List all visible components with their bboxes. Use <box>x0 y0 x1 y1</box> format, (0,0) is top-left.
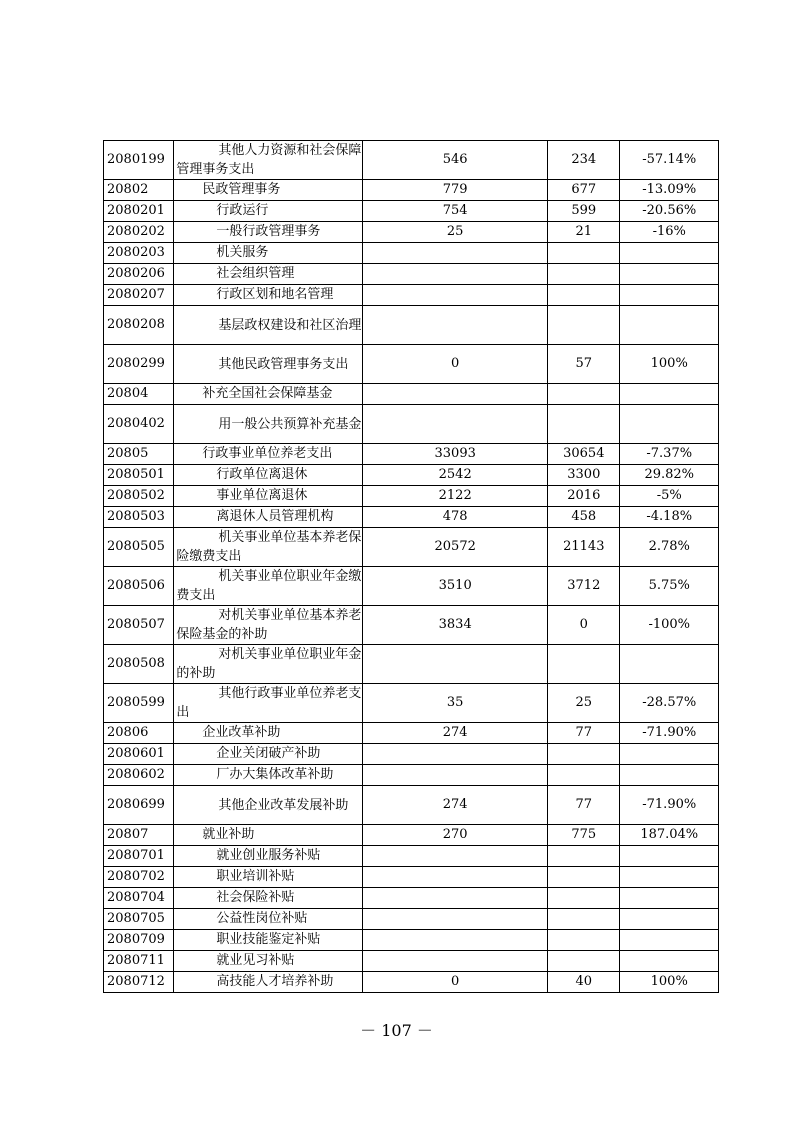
item-name-cell <box>174 405 363 444</box>
table-row <box>104 972 719 993</box>
change-percent: -57.14% <box>620 141 719 180</box>
item-name: 基层政权建设和社区治理 <box>218 317 362 333</box>
change-percent <box>620 645 719 684</box>
value-current: 2016 <box>548 486 620 507</box>
change-percent <box>620 909 719 930</box>
item-name-cell <box>174 825 363 846</box>
item-name: 一般行政管理事务 <box>216 224 321 239</box>
account-code: 2080206 <box>104 264 174 285</box>
value-prev: 2122 <box>363 486 548 507</box>
account-code: 20804 <box>104 384 174 405</box>
table-row <box>104 486 719 507</box>
table-row <box>104 528 719 567</box>
item-name-cell <box>174 723 363 744</box>
table-row <box>104 264 719 285</box>
item-name: 行政区划和地名管理 <box>216 287 334 302</box>
value-prev <box>363 384 548 405</box>
item-name: 行政运行 <box>216 203 269 218</box>
item-name: 补充全国社会保障基金 <box>202 386 333 401</box>
item-name: 高技能人才培养补助 <box>216 974 334 989</box>
value-prev <box>363 645 548 684</box>
value-current <box>548 951 620 972</box>
table-row <box>104 306 719 345</box>
item-name-cell <box>174 909 363 930</box>
change-percent: 100% <box>620 972 719 993</box>
item-name: 职业技能鉴定补贴 <box>216 932 321 947</box>
item-name-cell <box>174 444 363 465</box>
account-code: 2080502 <box>104 486 174 507</box>
change-percent: -5% <box>620 486 719 507</box>
table-row <box>104 507 719 528</box>
item-name: 企业关闭破产补助 <box>216 746 321 761</box>
change-percent <box>620 846 719 867</box>
account-code: 2080711 <box>104 951 174 972</box>
table-row <box>104 405 719 444</box>
table-row <box>104 951 719 972</box>
value-current: 30654 <box>548 444 620 465</box>
table-row <box>104 285 719 306</box>
account-code: 2080299 <box>104 345 174 384</box>
account-code: 2080709 <box>104 930 174 951</box>
table-row <box>104 744 719 765</box>
item-name: 机关事业单位职业年金缴费支出 <box>176 569 362 603</box>
account-code: 2080599 <box>104 684 174 723</box>
value-prev <box>363 765 548 786</box>
table-row <box>104 567 719 606</box>
value-prev: 25 <box>363 222 548 243</box>
value-current <box>548 243 620 264</box>
item-name: 其他人力资源和社会保障管理事务支出 <box>176 143 362 177</box>
item-name-cell <box>174 930 363 951</box>
table-row <box>104 465 719 486</box>
change-percent <box>620 264 719 285</box>
table-row <box>104 723 719 744</box>
table-row <box>104 645 719 684</box>
value-current <box>548 285 620 306</box>
value-prev: 546 <box>363 141 548 180</box>
table-row <box>104 345 719 384</box>
item-name-cell <box>174 951 363 972</box>
value-prev <box>363 888 548 909</box>
account-code: 2080501 <box>104 465 174 486</box>
value-prev <box>363 306 548 345</box>
change-percent <box>620 384 719 405</box>
value-current <box>548 867 620 888</box>
table-row <box>104 222 719 243</box>
change-percent: 100% <box>620 345 719 384</box>
item-name: 对机关事业单位基本养老保险基金的补助 <box>176 608 362 642</box>
table-row <box>104 606 719 645</box>
item-name: 行政事业单位养老支出 <box>202 446 333 461</box>
value-current: 775 <box>548 825 620 846</box>
table-row <box>104 846 719 867</box>
change-percent: 187.04% <box>620 825 719 846</box>
item-name-cell <box>174 345 363 384</box>
account-code: 2080208 <box>104 306 174 345</box>
item-name-cell <box>174 264 363 285</box>
value-current <box>548 306 620 345</box>
item-name-cell <box>174 606 363 645</box>
table-row <box>104 786 719 825</box>
item-name: 离退休人员管理机构 <box>216 509 334 524</box>
table-row <box>104 930 719 951</box>
value-current <box>548 888 620 909</box>
value-prev: 274 <box>363 786 548 825</box>
account-code: 2080705 <box>104 909 174 930</box>
account-code: 2080199 <box>104 141 174 180</box>
value-current: 458 <box>548 507 620 528</box>
value-prev: 3510 <box>363 567 548 606</box>
change-percent: 29.82% <box>620 465 719 486</box>
change-percent: -16% <box>620 222 719 243</box>
item-name: 其他民政管理事务支出 <box>218 356 349 372</box>
value-current: 77 <box>548 786 620 825</box>
page-number: － 107 － <box>360 1021 433 1040</box>
item-name: 厂办大集体改革补助 <box>216 767 334 782</box>
value-current: 3300 <box>548 465 620 486</box>
item-name-cell <box>174 465 363 486</box>
account-code: 2080201 <box>104 201 174 222</box>
value-prev: 270 <box>363 825 548 846</box>
change-percent <box>620 285 719 306</box>
value-prev <box>363 744 548 765</box>
value-current: 40 <box>548 972 620 993</box>
change-percent: 2.78% <box>620 528 719 567</box>
value-prev: 2542 <box>363 465 548 486</box>
item-name-cell <box>174 972 363 993</box>
value-current: 599 <box>548 201 620 222</box>
item-name: 其他企业改革发展补助 <box>218 797 349 813</box>
table-row <box>104 444 719 465</box>
change-percent: -71.90% <box>620 723 719 744</box>
account-code: 2080506 <box>104 567 174 606</box>
value-prev <box>363 846 548 867</box>
table-row <box>104 180 719 201</box>
item-name-cell <box>174 243 363 264</box>
item-name: 事业单位离退休 <box>216 488 308 503</box>
item-name: 企业改革补助 <box>202 725 281 740</box>
account-code: 2080202 <box>104 222 174 243</box>
change-percent: -28.57% <box>620 684 719 723</box>
account-code: 20802 <box>104 180 174 201</box>
item-name: 公益性岗位补贴 <box>216 911 308 926</box>
change-percent: -4.18% <box>620 507 719 528</box>
item-name-cell <box>174 180 363 201</box>
value-current: 0 <box>548 606 620 645</box>
change-percent: -20.56% <box>620 201 719 222</box>
table-row <box>104 684 719 723</box>
value-prev: 0 <box>363 345 548 384</box>
budget-table-body <box>104 141 719 993</box>
account-code: 2080508 <box>104 645 174 684</box>
value-prev <box>363 867 548 888</box>
value-prev: 20572 <box>363 528 548 567</box>
value-current: 234 <box>548 141 620 180</box>
item-name-cell <box>174 567 363 606</box>
value-current: 77 <box>548 723 620 744</box>
value-current: 3712 <box>548 567 620 606</box>
item-name: 就业补助 <box>202 827 255 842</box>
item-name-cell <box>174 645 363 684</box>
account-code: 2080505 <box>104 528 174 567</box>
account-code: 2080701 <box>104 846 174 867</box>
account-code: 2080702 <box>104 867 174 888</box>
table-row <box>104 909 719 930</box>
account-code: 2080601 <box>104 744 174 765</box>
item-name-cell <box>174 684 363 723</box>
value-prev: 33093 <box>363 444 548 465</box>
account-code: 2080704 <box>104 888 174 909</box>
account-code: 20807 <box>104 825 174 846</box>
value-current <box>548 384 620 405</box>
value-current <box>548 744 620 765</box>
change-percent <box>620 243 719 264</box>
item-name-cell <box>174 786 363 825</box>
change-percent: -7.37% <box>620 444 719 465</box>
item-name: 就业见习补贴 <box>216 953 295 968</box>
change-percent <box>620 306 719 345</box>
account-code: 2080507 <box>104 606 174 645</box>
value-current <box>548 405 620 444</box>
value-current <box>548 846 620 867</box>
table-row <box>104 201 719 222</box>
table-row <box>104 888 719 909</box>
item-name: 民政管理事务 <box>202 182 281 197</box>
item-name: 对机关事业单位职业年金的补助 <box>176 647 362 681</box>
item-name: 行政单位离退休 <box>216 467 308 482</box>
table-row <box>104 867 719 888</box>
change-percent <box>620 951 719 972</box>
item-name: 就业创业服务补贴 <box>216 848 321 863</box>
item-name: 社会保险补贴 <box>216 890 295 905</box>
change-percent: 5.75% <box>620 567 719 606</box>
value-current <box>548 264 620 285</box>
value-current <box>548 909 620 930</box>
item-name: 社会组织管理 <box>216 266 295 281</box>
item-name-cell <box>174 486 363 507</box>
value-prev: 478 <box>363 507 548 528</box>
change-percent <box>620 930 719 951</box>
value-current <box>548 930 620 951</box>
value-prev <box>363 243 548 264</box>
value-current: 25 <box>548 684 620 723</box>
value-current: 677 <box>548 180 620 201</box>
value-current: 57 <box>548 345 620 384</box>
value-prev: 0 <box>363 972 548 993</box>
value-current <box>548 645 620 684</box>
change-percent: -13.09% <box>620 180 719 201</box>
item-name-cell <box>174 744 363 765</box>
change-percent <box>620 405 719 444</box>
table-row <box>104 384 719 405</box>
value-prev: 754 <box>363 201 548 222</box>
account-code: 2080712 <box>104 972 174 993</box>
change-percent: -100% <box>620 606 719 645</box>
item-name-cell <box>174 507 363 528</box>
item-name-cell <box>174 201 363 222</box>
value-prev: 274 <box>363 723 548 744</box>
item-name-cell <box>174 867 363 888</box>
change-percent <box>620 888 719 909</box>
item-name-cell <box>174 141 363 180</box>
budget-table <box>103 140 719 993</box>
account-code: 2080402 <box>104 405 174 444</box>
table-row <box>104 825 719 846</box>
item-name: 其他行政事业单位养老支出 <box>176 686 362 720</box>
item-name-cell <box>174 846 363 867</box>
value-prev <box>363 930 548 951</box>
item-name: 职业培训补贴 <box>216 869 295 884</box>
item-name: 用一般公共预算补充基金 <box>218 416 362 432</box>
item-name-cell <box>174 384 363 405</box>
account-code: 20805 <box>104 444 174 465</box>
value-prev: 3834 <box>363 606 548 645</box>
account-code: 2080602 <box>104 765 174 786</box>
account-code: 2080203 <box>104 243 174 264</box>
table-row <box>104 243 719 264</box>
value-prev <box>363 951 548 972</box>
account-code: 20806 <box>104 723 174 744</box>
item-name-cell <box>174 888 363 909</box>
change-percent <box>620 744 719 765</box>
item-name-cell <box>174 285 363 306</box>
value-prev: 35 <box>363 684 548 723</box>
change-percent <box>620 765 719 786</box>
value-prev <box>363 405 548 444</box>
table-row <box>104 765 719 786</box>
value-prev <box>363 264 548 285</box>
value-prev <box>363 909 548 930</box>
change-percent: -71.90% <box>620 786 719 825</box>
item-name-cell <box>174 528 363 567</box>
value-current: 21 <box>548 222 620 243</box>
account-code: 2080207 <box>104 285 174 306</box>
item-name-cell <box>174 222 363 243</box>
account-code: 2080699 <box>104 786 174 825</box>
value-current <box>548 765 620 786</box>
value-prev <box>363 285 548 306</box>
item-name-cell <box>174 306 363 345</box>
account-code: 2080503 <box>104 507 174 528</box>
item-name: 机关服务 <box>216 245 269 260</box>
item-name-cell <box>174 765 363 786</box>
change-percent <box>620 867 719 888</box>
value-prev: 779 <box>363 180 548 201</box>
value-current: 21143 <box>548 528 620 567</box>
table-row <box>104 141 719 180</box>
item-name: 机关事业单位基本养老保险缴费支出 <box>176 530 362 564</box>
